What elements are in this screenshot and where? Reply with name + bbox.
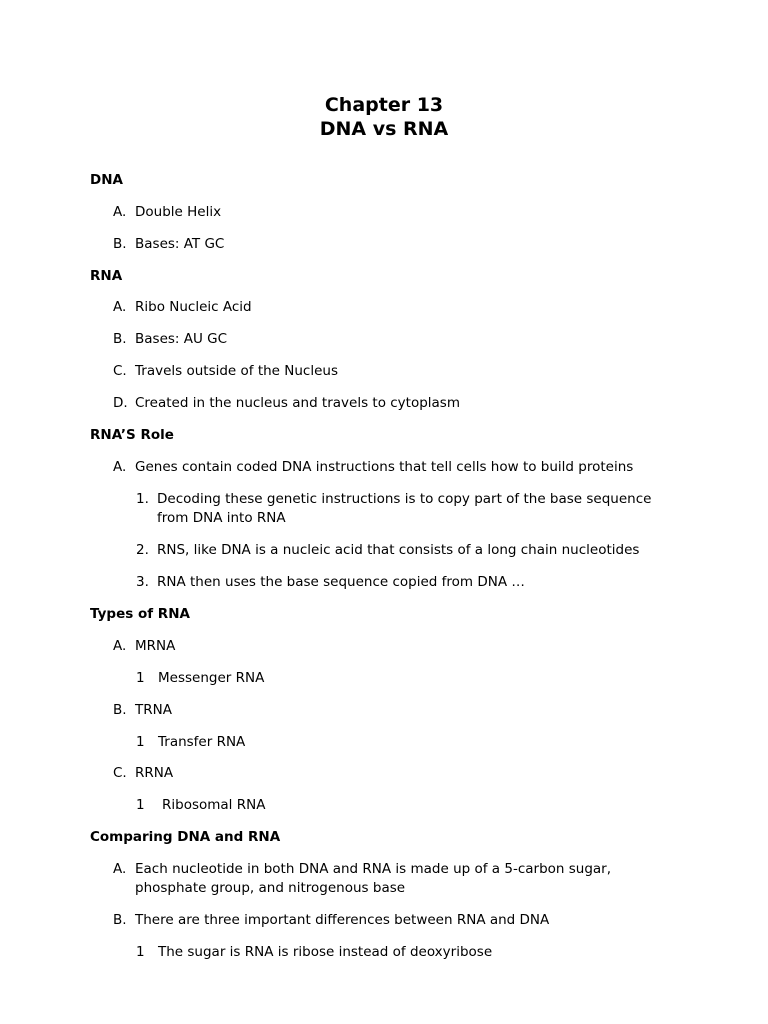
list-item: MRNA — [135, 638, 176, 654]
sublist-marker: 3. — [136, 574, 149, 590]
list-item: RRNA — [135, 765, 174, 781]
section-heading-comparing: Comparing DNA and RNA — [90, 829, 281, 845]
list-marker: D. — [113, 395, 128, 411]
list-marker: A. — [113, 459, 127, 475]
sublist-item: Ribosomal RNA — [162, 797, 266, 813]
sublist-item: Transfer RNA — [158, 734, 246, 750]
list-item: There are three important differences between RNA and DNA — [135, 912, 550, 928]
list-marker: B. — [113, 236, 127, 252]
list-marker: A. — [113, 638, 127, 654]
list-item: Travels outside of the Nucleus — [135, 363, 338, 379]
list-item: Genes contain coded DNA instructions that tell cells how to build proteins — [135, 459, 634, 475]
list-item: Bases: AT GC — [135, 236, 225, 252]
sublist-marker: 1 — [136, 944, 145, 960]
sublist-item: RNA then uses the base sequence copied from DNA … — [157, 574, 525, 590]
list-marker: B. — [113, 912, 127, 928]
list-item: Double Helix — [135, 204, 222, 220]
list-item: Bases: AU GC — [135, 331, 228, 347]
sublist-item: RNS, like DNA is a nucleic acid that consists of a long chain nucleotides — [157, 542, 640, 558]
section-heading-dna: DNA — [90, 172, 123, 188]
sublist-item: Decoding these genetic instructions is to copy part of the base sequence — [157, 491, 652, 507]
list-item: Ribo Nucleic Acid — [135, 299, 252, 315]
sublist-item: The sugar is RNA is ribose instead of deoxyribose — [158, 944, 493, 960]
sublist-marker: 1. — [136, 491, 149, 507]
list-item: Created in the nucleus and travels to cytoplasm — [135, 395, 460, 411]
sublist-marker: 1 — [136, 797, 145, 813]
sublist-item: Messenger RNA — [158, 670, 265, 686]
list-marker: B. — [113, 331, 127, 347]
section-heading-rna-role: RNA’S Role — [90, 427, 174, 443]
page-title-topic: DNA vs RNA — [319, 118, 449, 140]
sublist-item-continuation: from DNA into RNA — [157, 510, 286, 526]
list-marker: A. — [113, 861, 127, 877]
list-marker: C. — [113, 363, 127, 379]
sublist-marker: 1 — [136, 734, 145, 750]
page-title-chapter: Chapter 13 — [324, 94, 444, 116]
list-marker: B. — [113, 702, 127, 718]
sublist-marker: 2. — [136, 542, 149, 558]
section-heading-rna: RNA — [90, 268, 123, 284]
list-item-continuation: phosphate group, and nitrogenous base — [135, 880, 406, 896]
list-marker: A. — [113, 204, 127, 220]
list-item: Each nucleotide in both DNA and RNA is made up of a 5-carbon sugar, — [135, 861, 612, 877]
section-heading-types: Types of RNA — [90, 606, 190, 622]
list-marker: A. — [113, 299, 127, 315]
sublist-marker: 1 — [136, 670, 145, 686]
list-item: TRNA — [135, 702, 172, 718]
list-marker: C. — [113, 765, 127, 781]
